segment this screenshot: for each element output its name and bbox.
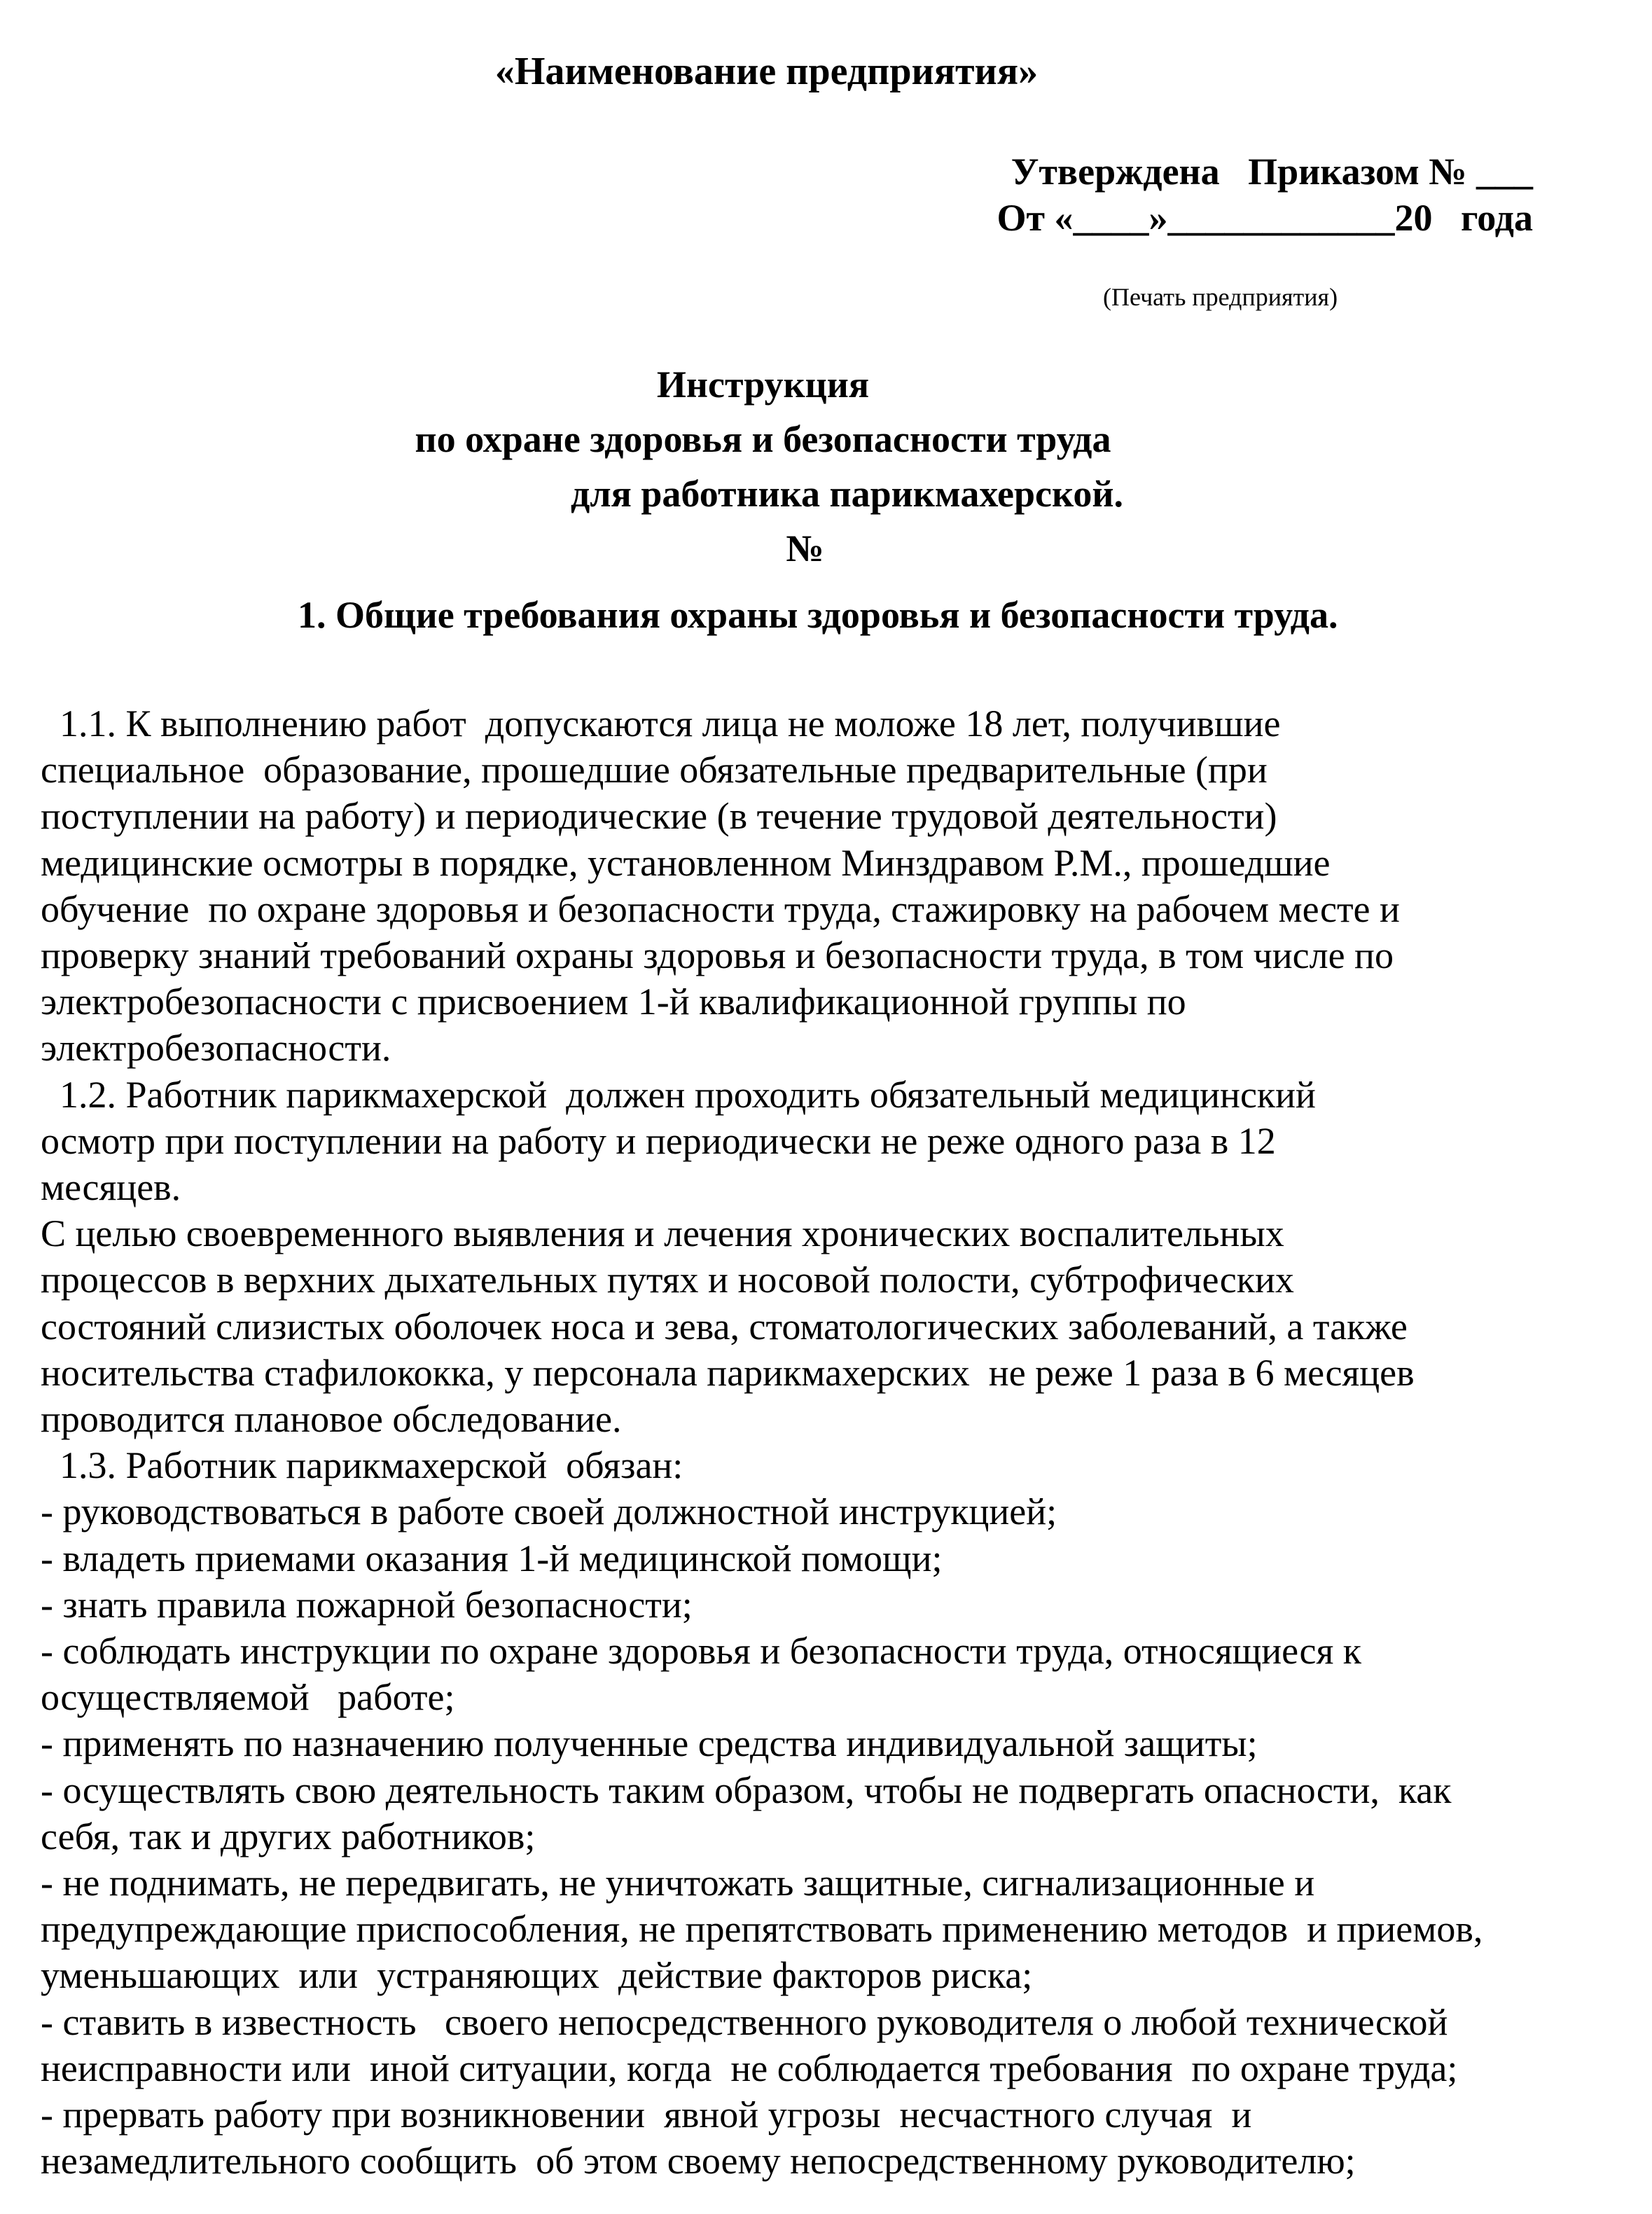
body-line: С целью своевременного выявления и лечения хронических воспалительных <box>41 1212 1284 1255</box>
approval-block <box>997 148 1533 241</box>
body-line: - руководствоваться в работе своей должностной инструкцией; <box>41 1490 1057 1533</box>
body-line: осмотр при поступлении на работу и периодически не реже одного раза в 12 <box>41 1119 1276 1162</box>
body-line: электробезопасности с присвоением 1-й квалификационной группы по <box>41 981 1186 1023</box>
body-line: - владеть приемами оказания 1-й медицинской помощи; <box>41 1537 943 1579</box>
body-line: уменьшающих или устраняющих действие факторов риска; <box>41 1954 1033 1997</box>
body-line: проверку знаний требований охраны здоровья и безопасности труда, в том числе по <box>41 934 1394 977</box>
body-line: осуществляемой работе; <box>41 1676 455 1719</box>
body-line: неисправности или иной ситуации, когда не соблюдается требования по охране труда; <box>41 2047 1458 2089</box>
title-line-2: по охране здоровья и безопасности труда <box>415 418 1111 460</box>
document-title <box>0 357 1652 576</box>
body-line: 1.2. Работник парикмахерской должен проходить обязательный медицинский <box>41 1073 1316 1116</box>
title-line-1: Инструкция <box>656 364 870 406</box>
body-line: медицинские осмотры в порядке, установленном Минздравом Р.М., прошедшие <box>41 841 1331 884</box>
body-line: обучение по охране здоровья и безопасности труда, стажировку на рабочем месте и <box>41 887 1400 930</box>
section-body <box>41 700 1609 2185</box>
body-line: поступлении на работу) и периодические (в течение трудовой деятельности) <box>41 795 1277 838</box>
body-line: электробезопасности. <box>41 1027 391 1070</box>
company-name: «Наименование предприятия» <box>494 50 1039 93</box>
body-line: 1.1. К выполнению работ допускаются лица не моложе 18 лет, получившие <box>41 703 1281 745</box>
body-line: - соблюдать инструкции по охране здоровья и безопасности труда, относящиеся к <box>41 1630 1362 1673</box>
body-line: 1.3. Работник парикмахерской обязан: <box>41 1444 683 1487</box>
body-line: - прервать работу при возникновении явной угрозы несчастного случая и <box>41 2094 1252 2136</box>
body-line: себя, так и других работников; <box>41 1815 536 1857</box>
body-line: предупреждающие приспособления, не препятствовать применению методов и приемов, <box>41 1908 1483 1951</box>
body-line: специальное образование, прошедшие обязательные предварительные (при <box>41 749 1268 791</box>
approval-order-line: Утверждена Приказом № ___ <box>1011 151 1533 193</box>
body-line: - ставить в известность своего непосредственного руководителя о любой технической <box>41 2000 1448 2043</box>
stamp-note: (Печать предприятия) <box>1103 283 1338 311</box>
title-number: № <box>786 527 824 569</box>
body-line: процессов в верхних дыхательных путях и носовой полости, субтрофических <box>41 1259 1294 1301</box>
body-line: состояний слизистых оболочек носа и зева, стоматологических заболеваний, а также <box>41 1305 1408 1348</box>
body-line: незамедлительного сообщить об этом своему непосредственному руководителю; <box>41 2140 1356 2182</box>
title-line-3: для работника парикмахерской. <box>571 473 1123 515</box>
body-line: проводится плановое обследование. <box>41 1398 622 1441</box>
body-line: - осуществлять свою деятельность таким образом, чтобы не подвергать опасности, как <box>41 1769 1452 1811</box>
section-heading: 1. Общие требования охраны здоровья и безопасности труда. <box>298 594 1338 636</box>
body-line: - знать правила пожарной безопасности; <box>41 1583 693 1626</box>
body-line: носительства стафилококка, у персонала парикмахерских не реже 1 раза в 6 месяцев <box>41 1351 1415 1394</box>
body-line: - не поднимать, не передвигать, не уничтожать защитные, сигнализационные и <box>41 1862 1315 1904</box>
body-line: - применять по назначению полученные средства индивидуальной защиты; <box>41 1722 1258 1765</box>
approval-date-line: От «____»____________20 года <box>997 197 1533 239</box>
body-line: месяцев. <box>41 1166 181 1209</box>
